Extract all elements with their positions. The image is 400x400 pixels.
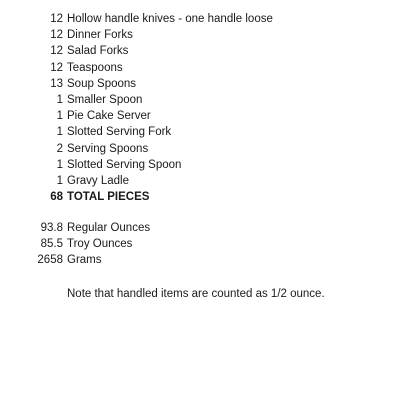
list-item [0,27,400,43]
weight-row [0,220,400,236]
total-row [0,189,400,205]
item-description: Slotted Serving Spoon [67,158,182,171]
item-description: Serving Spoons [67,142,149,155]
list-item [0,173,400,189]
list-item [0,43,400,59]
weight-value: 85.5 [40,238,63,251]
weight-value: 2658 [37,254,63,267]
list-item [0,141,400,157]
list-item [0,124,400,140]
weight-unit: Regular Ounces [67,222,151,234]
item-quantity: 12 [50,13,63,25]
item-quantity: 2 [56,142,63,155]
item-description: Dinner Forks [67,29,133,42]
item-description: Hollow handle knives - one handle loose [67,13,273,25]
weight-row [0,252,400,268]
total-quantity: 68 [50,191,63,204]
item-description: Teaspoons [67,61,123,74]
total-label: TOTAL PIECES [67,191,150,204]
item-description: Soup Spoons [67,77,137,90]
footnote: Note that handled items are counted as 1/2 ounce. [67,288,325,300]
list-item [0,11,400,27]
item-quantity: 1 [56,126,63,139]
inventory-list [0,11,400,205]
item-description: Pie Cake Server [67,110,151,123]
item-description: Salad Forks [67,45,129,58]
item-quantity: 12 [50,29,63,42]
list-item [0,157,400,173]
item-description: Slotted Serving Fork [67,126,172,139]
item-quantity: 1 [56,93,63,106]
item-quantity: 12 [50,61,63,74]
item-quantity: 13 [50,77,63,90]
item-description: Smaller Spoon [67,93,143,106]
weight-summary [0,220,400,269]
item-quantity: 12 [50,45,63,58]
list-item [0,76,400,92]
weight-unit: Troy Ounces [67,238,133,251]
item-quantity: 1 [56,158,63,171]
weight-row [0,236,400,252]
item-description: Gravy Ladle [67,174,130,187]
item-quantity: 1 [56,174,63,187]
list-item [0,108,400,124]
weight-unit: Grams [67,254,102,267]
item-quantity: 1 [56,110,63,123]
weight-value: 93.8 [40,222,63,234]
list-item [0,92,400,108]
list-item [0,60,400,76]
